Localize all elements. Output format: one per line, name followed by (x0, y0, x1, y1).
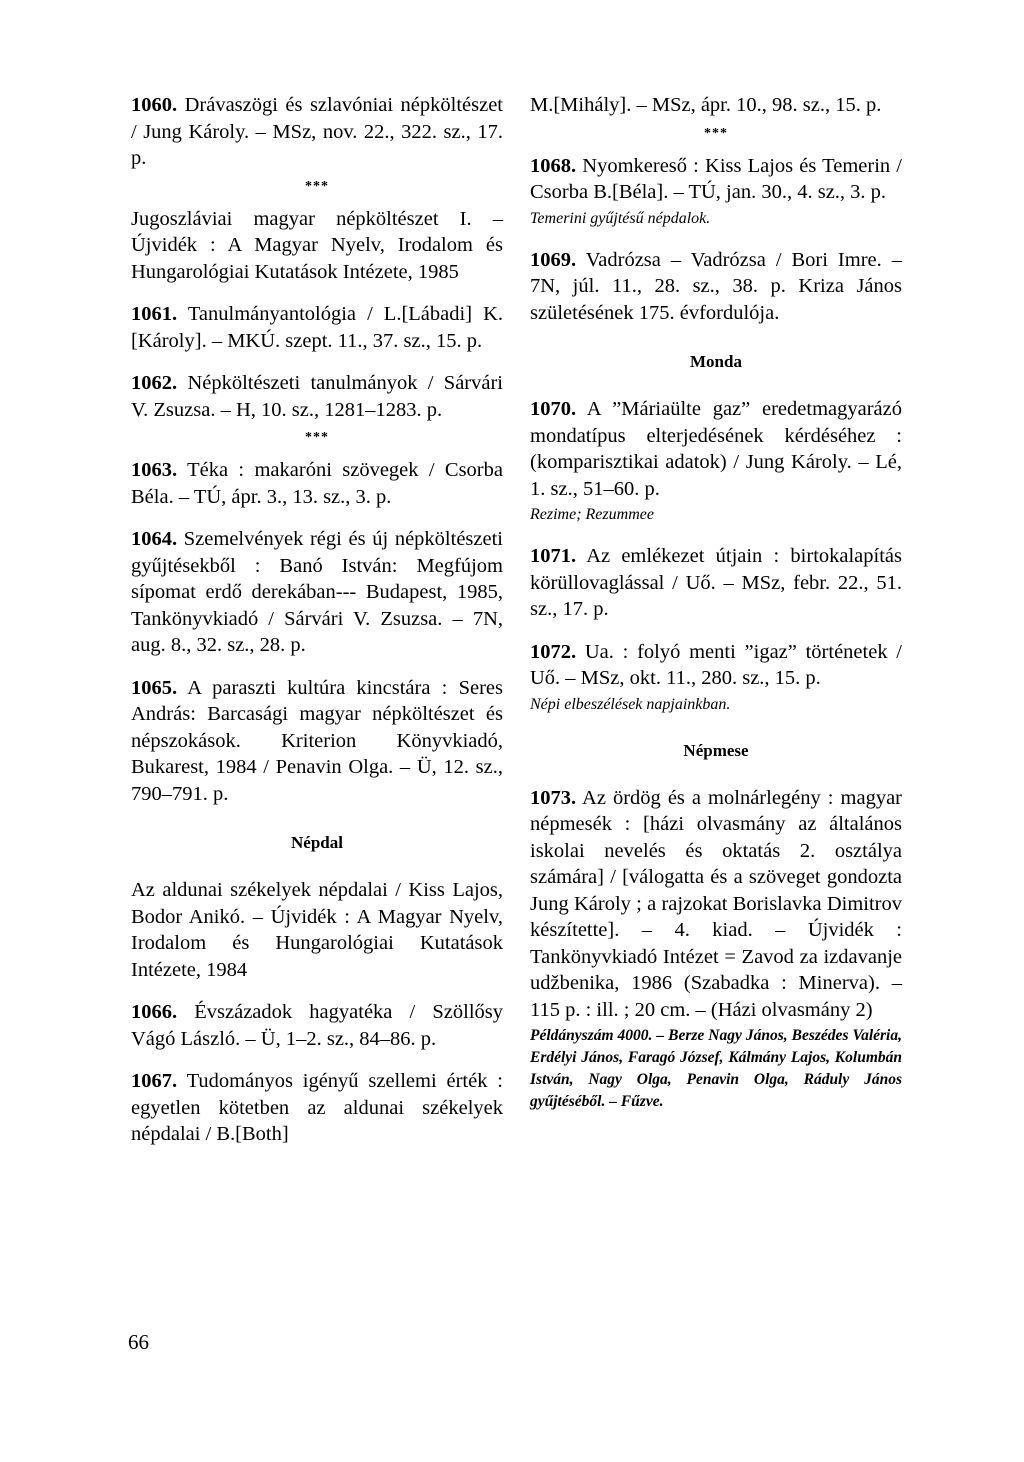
right-column (530, 92, 902, 1131)
entry-text: Tanulmányantológia / L.[Lábadi] K.[Károly]. – MKÚ. szept. 11., 37. sz., 15. p. (131, 303, 503, 352)
entry-text: Téka : makaróni szövegek / Csorba Béla. – TÚ, ápr. 3., 13. sz., 3. p. (131, 459, 503, 508)
left-column (131, 92, 503, 1148)
entry-1066 (131, 999, 503, 1052)
collection-title: Az aldunai székelyek népdalai / Kiss Lajos, Bodor Anikó. – Újvidék : A Magyar Nyelv, Irodalom és Hungarológiai Kutatások Intézete, 1984 (131, 879, 503, 981)
entry-text: Vadrózsa – Vadrózsa / Bori Imre. – 7N, júl. 11., 28. sz., 38. p. Kriza János születésének 175. évfordulója. (530, 248, 902, 324)
entry-number: 1062. (131, 372, 178, 394)
entry-number: 1070. (530, 398, 577, 420)
entry-number: 1064. (131, 528, 178, 550)
collection-title: Jugoszláviai magyar népköltészet I. – Újvidék : A Magyar Nyelv, Irodalom és Hungarológiai Kutatások Intézete, 1985 (131, 207, 503, 283)
entry-number: 1060. (131, 94, 178, 116)
section-separator: *** (305, 430, 329, 445)
section-separator: *** (704, 125, 728, 141)
entry-1071 (530, 543, 902, 623)
entry-1068 (530, 153, 902, 206)
entry-1061 (131, 301, 503, 354)
entry-text: A paraszti kultúra kincstára : Seres András: Barcasági magyar népköltészet és népszokások. Kriterion Könyvkiadó, Bukarest, 1984 / Penavin Olga. – Ü, 12. sz., 790–791. p. (131, 676, 503, 805)
entry-text: Az ördög és a molnárlegény : magyar népmesék : [házi olvasmány az általános iskolai nevelés és oktatás 2. osztálya számára] / [válogatta és a szöveget gondozta Jung Károly ; a rajzokat Borislavka Dimitrov készítette]. – 4. kiad. – Újvidék : Tankönyvkiadó Intézet = Zavod za izdavanje udžbenika, 1986 (Szabadka : Minerva). – 115 p. : ill. ; 20 cm. – (Házi olvasmány 2) (530, 786, 902, 1021)
entry-number: 1073. (530, 786, 577, 809)
entry-1062 (131, 370, 503, 423)
entry-text: Drávaszögi és szlavóniai népköltészet / Jung Károly. – MSz, nov. 22., 322. sz., 17. p. (131, 94, 503, 169)
entry-text: Az emlékezet útjain : birtokalapítás körüllovaglással / Uő. – MSz, febr. 22., 51. sz., 17. p. (530, 545, 903, 620)
entry-1069 (530, 247, 902, 327)
entry-number: 1072. (530, 640, 577, 663)
section-heading-nepdal: Népdal (291, 833, 343, 852)
entry-1063 (131, 457, 503, 510)
entry-number: 1067. (131, 1070, 178, 1092)
section-heading-monda: Monda (690, 352, 742, 371)
entry-1070 (530, 396, 902, 502)
entry-1067-continued: M.[Mihály]. – MSz, ápr. 10., 98. sz., 15. p. (530, 94, 882, 116)
entry-note: Rezime; Rezummee (530, 506, 654, 523)
entry-number: 1066. (131, 1001, 178, 1023)
entry-number: 1061. (131, 303, 178, 325)
entry-note: Népi elbeszélések napjainkban. (530, 695, 731, 713)
entry-1067 (131, 1068, 503, 1148)
entry-note: Temerini gyűjtésű népdalok. (530, 209, 711, 227)
entry-number: 1068. (530, 154, 577, 177)
entry-number: 1065. (131, 676, 178, 699)
entry-text: Ua. : folyó menti ”igaz” történetek / Uő. – MSz, okt. 11., 280. sz., 15. p. (530, 640, 902, 689)
entry-text: Népköltészeti tanulmányok / Sárvári V. Zsuzsa. – H, 10. sz., 1281–1283. p. (131, 372, 504, 421)
entry-note: Példányszám 4000. – Berze Nagy János, Beszédes Valéria, Erdélyi János, Faragó József, Kálmány Lajos, Kolumbán István, Nagy Olga, Penavin Olga, Ráduly János gyűjtéséből. – Fűzve. (530, 1027, 902, 1110)
entry-number: 1071. (530, 545, 577, 567)
entry-1073 (530, 785, 902, 1024)
page-number: 66 (128, 1330, 149, 1354)
section-heading-nepmese: Népmese (683, 740, 749, 760)
entry-1060 (131, 92, 503, 172)
entry-1064 (131, 526, 503, 659)
entry-number: 1063. (131, 459, 178, 481)
entry-text: Szemelvények régi és új népköltészeti gyűjtésekből : Banó István: Megfújom sípomat erdő derekában--- Budapest, 1985, Tankönyvkiadó / Sárvári V. Zsuzsa. – 7N, aug. 8., 32. sz., 28. p. (131, 528, 503, 656)
entry-1065 (131, 675, 503, 808)
entry-text: Nyomkereső : Kiss Lajos és Temerin / Csorba B.[Béla]. – TÚ, jan. 30., 4. sz., 3. p. (530, 154, 903, 203)
entry-text: Évszázadok hagyatéka / Szöllősy Vágó László. – Ü, 1–2. sz., 84–86. p. (131, 1001, 503, 1050)
entry-text: A ”Máriaülte gaz” eredetmagyarázó mondatípus elterjedésének kérdéséhez : (komparisztikai adatok) / Jung Károly. – Lé, 1. sz., 51–60. p. (530, 398, 902, 500)
entry-1072 (530, 639, 902, 692)
section-separator: *** (305, 178, 329, 194)
entry-text: Tudományos igényű szellemi érték : egyetlen kötetben az aldunai székelyek népdalai / B.[Both] (131, 1070, 503, 1145)
entry-number: 1069. (530, 248, 577, 271)
